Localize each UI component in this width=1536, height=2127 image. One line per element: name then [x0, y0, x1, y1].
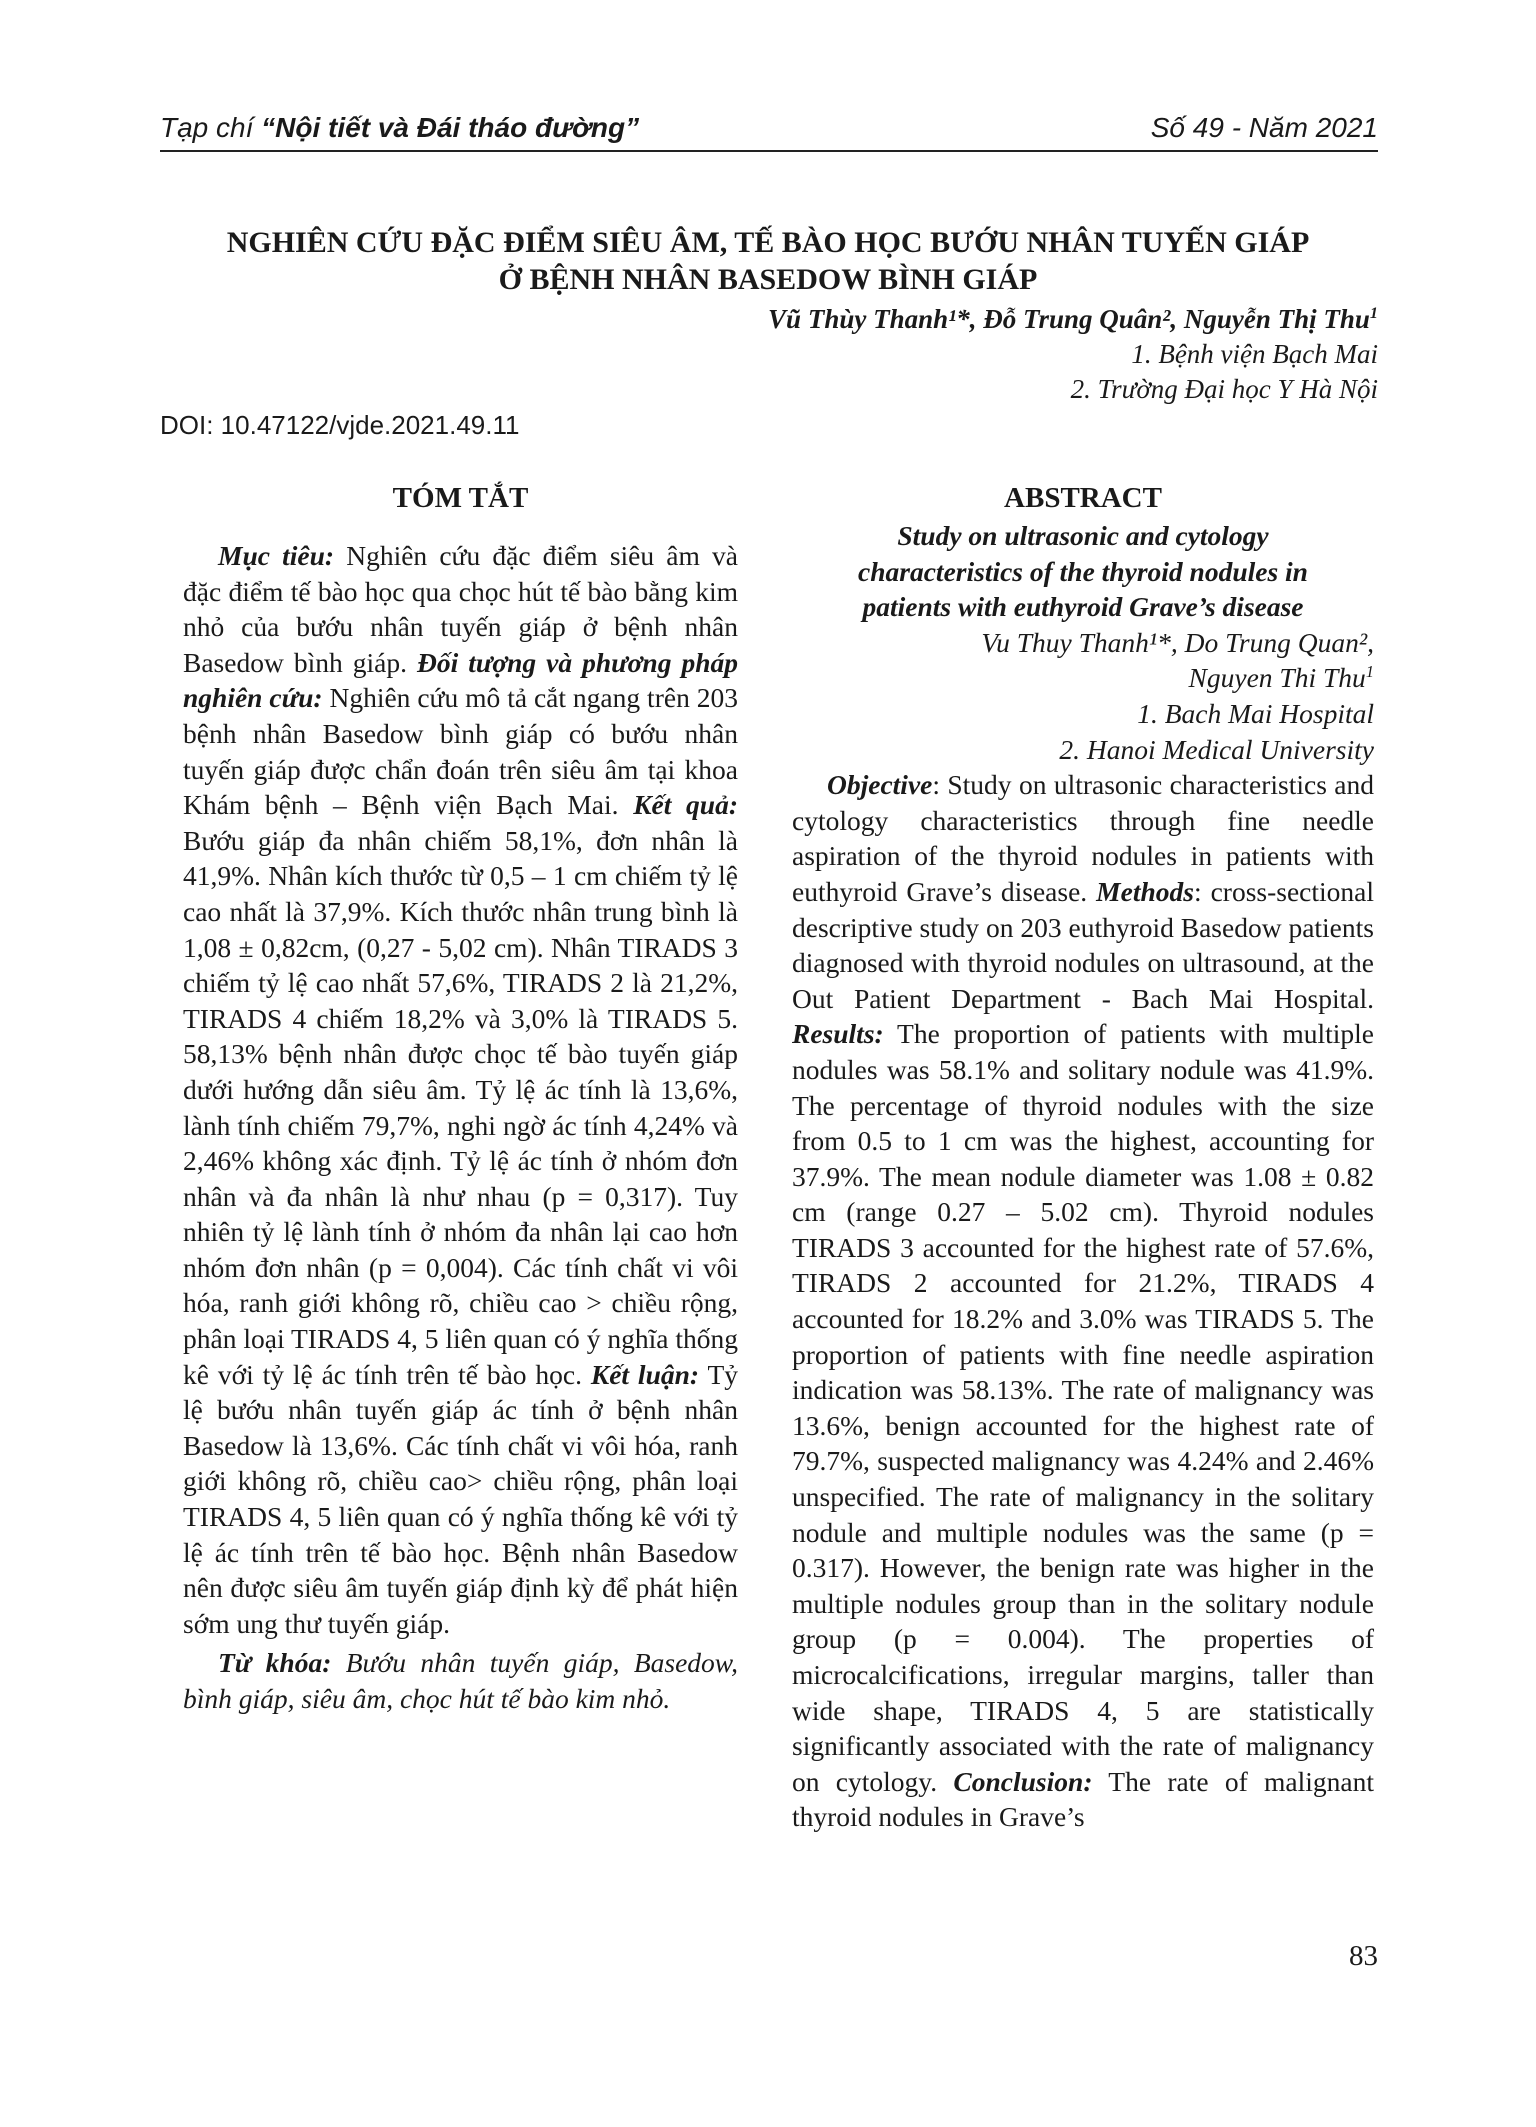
en-title-line-3: patients with euthyroid Grave’s disease	[862, 591, 1304, 623]
journal-prefix: Tạp chí	[160, 112, 262, 143]
en-results-label: Results:	[792, 1018, 884, 1050]
en-authors-line-1: Vu Thuy Thanh¹*, Do Trung Quan²,	[981, 626, 1374, 658]
author-names-text: Vũ Thùy Thanh¹*, Đỗ Trung Quân², Nguyễn Thị Thu	[768, 304, 1370, 334]
vi-results-label: Kết quả:	[633, 789, 738, 821]
vi-conclusion-label: Kết luận:	[590, 1358, 700, 1390]
en-title-line-2: characteristics of the thyroid nodules in	[858, 555, 1308, 587]
en-objective-label: Objective	[827, 769, 933, 801]
en-conclusion-text: The rate of malignant thyroid nodules in Grave’s	[792, 1765, 1374, 1833]
en-conclusion-label: Conclusion:	[953, 1765, 1093, 1797]
en-article-title	[792, 518, 1374, 625]
vietnamese-abstract-column	[183, 472, 738, 1717]
vi-methods-label: Đối tượng và phương pháp nghiên cứu:	[183, 646, 738, 714]
en-title-line-1: Study on ultrasonic and cytology	[897, 520, 1269, 551]
en-objective-text: : Study on ultrasonic characteristics and cytology characteristics through fine needle aspiration of the thyroid nodules in patients with euthyroid Grave’s disease.	[792, 769, 1374, 907]
vi-keywords	[183, 1645, 738, 1716]
en-abstract-body	[792, 767, 1374, 1835]
journal-title	[160, 112, 639, 144]
en-methods-text: : cross-sectional descriptive study on 203 euthyroid Basedow patients diagnosed with thyroid nodules on ultrasound, at the Out Patient Department - Bach Mai Hospital.	[792, 875, 1374, 1014]
en-abstract-heading: ABSTRACT	[1004, 482, 1162, 514]
author-block	[560, 302, 1378, 407]
vi-keywords-text: Bướu nhân tuyến giáp, Basedow, bình giáp, siêu âm, chọc hút tế bào kim nhỏ.	[183, 1647, 738, 1714]
journal-name: “Nội tiết và Đái tháo đường”	[261, 112, 640, 143]
vi-results-text: Bướu giáp đa nhân chiếm 58,1%, đơn nhân là 41,9%. Nhân kích thước từ 0,5 – 1 cm chiếm tỷ lệ cao nhất là 37,9%. Kích thước nhân trung bình là 1,08 ± 0,82cm, (0,27 - 5,02 cm). Nhân TIRADS 3 chiếm tỷ lệ cao nhất 57,6%, TIRADS 2 là 21,2%, TIRADS 4 chiếm 18,2% và 3,0% là TIRADS 5. 58,13% bệnh nhân được chọc tế bào tuyến giáp dưới hướng dẫn siêu âm. Tỷ lệ ác tính là 13,6%, lành tính chiếm 79,7%, nghi ngờ ác tính 4,24% và 2,46% không xác định. Tỷ lệ ác tính ở nhóm đơn nhân và đa nhân là như nhau (p = 0,317). Tuy nhiên tỷ lệ lành tính ở nhóm đa nhân lại cao hơn nhóm đơn nhân (p = 0,004). Các tính chất vi vôi hóa, ranh giới không rõ, chiều cao > chiều rộng, phân loại TIRADS 4, 5 liên quan có ý nghĩa thống kê với tỷ lệ ác tính trên tế bào học.	[183, 824, 738, 1390]
running-header	[160, 112, 1378, 144]
author-names	[560, 302, 1378, 337]
title-line-1: NGHIÊN CỨU ĐẶC ĐIỂM SIÊU ÂM, TẾ BÀO HỌC BƯỚU NHÂN TUYẾN GIÁP	[226, 226, 1310, 259]
en-results-text: The proportion of patients with multiple nodules was 58.1% and solitary nodule was 41.9%. The percentage of thyroid nodules with the size from 0.5 to 1 cm was the highest, accounting for 37.9%. The mean nodule diameter was 1.08 ± 0.82 cm (range 0.27 – 5.02 cm). Thyroid nodules TIRADS 3 accounted for the highest rate of 57.6%, TIRADS 2 accounted for 21.2%, TIRADS 4 accounted for 18.2% and 3.0% was TIRADS 5. The proportion of patients with fine needle aspiration indication was 58.13%. The rate of malignancy was 13.6%, benign accounted for the highest rate of 79.7%, suspected malignancy was 4.24% and 2.46% unspecified. The rate of malignancy in the solitary nodule and multiple nodules was the same (p = 0.317). However, the benign rate was higher in the multiple nodules group than in the solitary nodule group (p = 0.004). The properties of microcalcifications, irregular margins, taller than wide shape, TIRADS 4, 5 are statistically significantly associated with the rate of malignancy on cytology.	[792, 1018, 1374, 1797]
doi-link[interactable]: DOI: 10.47122/vjde.2021.49.11	[160, 410, 520, 440]
affiliation-2: 2. Trường Đại học Y Hà Nội	[1070, 374, 1378, 404]
vi-objective-text: Nghiên cứu đặc điểm siêu âm và đặc điểm tế bào học qua chọc hút tế bào bằng kim nhỏ của bướu nhân tuyến giáp ở bệnh nhân Basedow bình giáp.	[183, 540, 738, 678]
vi-objective-label: Mục tiêu:	[218, 540, 335, 571]
en-affiliation-2: 2. Hanoi Medical University	[1059, 733, 1374, 765]
en-author-block	[792, 625, 1374, 767]
vi-keywords-label: Từ khóa:	[218, 1647, 332, 1679]
en-authors-line-2-text: Nguyen Thi Thu	[1188, 662, 1366, 694]
issue-label: Số 49 - Năm 2021	[1150, 112, 1378, 143]
title-line-2: Ở BỆNH NHÂN BASEDOW BÌNH GIÁP	[498, 263, 1038, 296]
en-authors-line-2	[792, 660, 1374, 696]
en-affiliation-1: 1. Bach Mai Hospital	[1137, 697, 1374, 729]
affiliation-1: 1. Bệnh viện Bạch Mai	[1131, 339, 1378, 369]
author-sup: 1	[1369, 304, 1378, 322]
en-author-sup: 1	[1365, 662, 1374, 682]
vi-abstract-heading: TÓM TẮT	[392, 482, 529, 514]
vi-methods-text: Nghiên cứu mô tả cắt ngang trên 203 bệnh nhân Basedow bình giáp có bướu nhân tuyến giáp được chẩn đoán trên siêu âm tại khoa Khám bệnh – Bệnh viện Bạch Mai.	[183, 682, 738, 821]
vi-conclusion-text: Tỷ lệ bướu nhân tuyến giáp ác tính ở bệnh nhân Basedow là 13,6%. Các tính chất vi vôi hóa, ranh giới không rõ, chiều cao> chiều rộng, phân loại TIRADS 4, 5 liên quan có ý nghĩa thống kê với tỷ lệ ác tính trên tế bào học. Bệnh nhân Basedow nên được siêu âm tuyến giáp định kỳ để phát hiện sớm ung thư tuyến giáp.	[183, 1358, 738, 1639]
english-abstract-column	[792, 472, 1374, 1835]
article-title	[120, 224, 1416, 298]
en-methods-label: Methods	[1096, 875, 1194, 907]
page-number: 83	[1349, 1940, 1378, 1972]
vi-abstract-body	[183, 538, 738, 1641]
header-divider	[160, 150, 1378, 152]
